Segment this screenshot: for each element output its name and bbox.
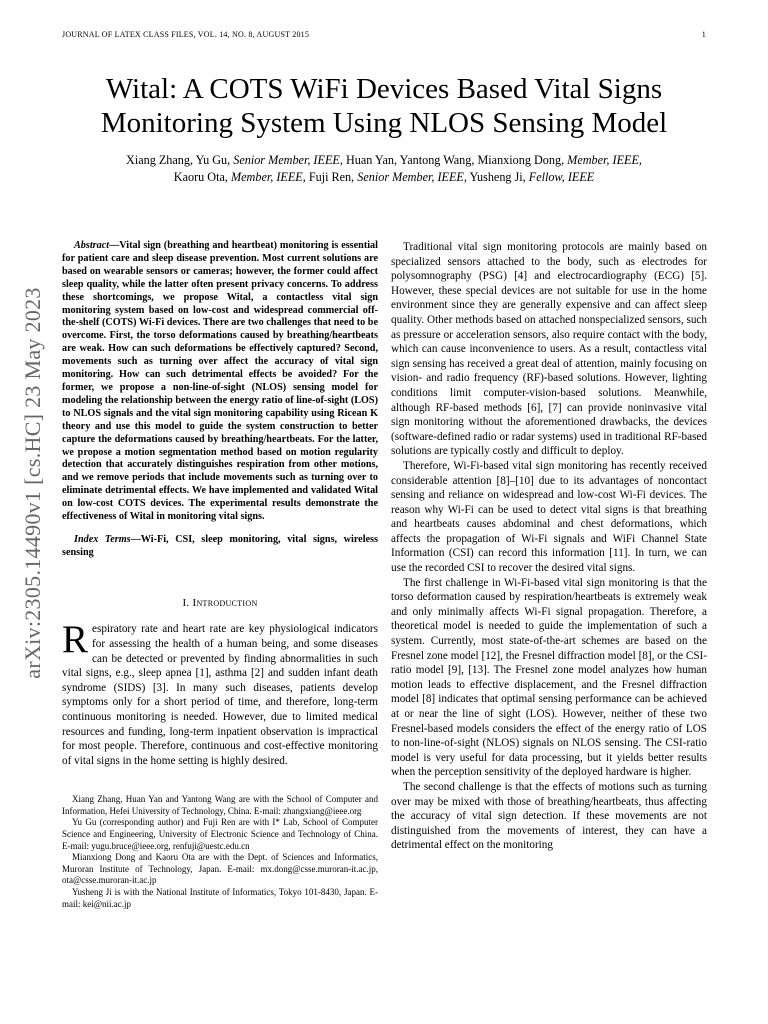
footnote: Yusheng Ji is with the National Institute of Informatics, Tokyo 101-8430, Japan. E-mail: kei@nii.ac.jp	[62, 887, 378, 909]
body-paragraph: The second challenge is that the effects of motions such as turning over may be mixed with those of breathing/heartbeats, thus affecting the accuracy of vital sign detection. If these movements are not distinguished from the movements of interest, they can have a detrimental effect on the monitoring	[391, 780, 707, 852]
running-header	[62, 30, 706, 39]
author-names: Yusheng Ji,	[469, 170, 526, 184]
page-number: 1	[701, 30, 706, 39]
author-affil: Member, IEEE,	[230, 170, 306, 184]
footnote: Xiang Zhang, Huan Yan and Yantong Wang are with the School of Computer and Information, Hefei University of Technology, China. E-mail: zhangxiang@ieee.org	[62, 794, 378, 816]
author-affil: Fellow, IEEE	[528, 170, 595, 184]
body-paragraph: Traditional vital sign monitoring protocols are mainly based on specialized sensors attached to the body, such as electrodes for polysomnography (PSG) [4] and electrocardiography (ECG) [5]. However, these special devices are not suitable for use in the home environment since they are generally expensive and can affect sleep quality. Other methods based on attached nonspecialized sensors, such as pressure or acceleration sensors, also require contact with the body, which can cause inconvenience to users. As a result, contactless vital sign sensing has received a great deal of attention, mainly focusing on vision- and radio frequency (RF)-based solutions. However, lighting conditions limit computer-vision-based solutions. Meanwhile, although RF-based methods [6], [7] can provide noninvasive vital sign monitoring without the aforementioned drawbacks, the devices (software-defined radio or radar systems) used in traditional RF-based solutions are typically costly and difficult to deploy.	[391, 241, 707, 458]
author-names: Fuji Ren,	[308, 170, 355, 184]
index-terms-label: Index Terms	[74, 533, 131, 545]
author-affil: Member, IEEE,	[567, 153, 642, 167]
right-column	[391, 240, 707, 853]
author-names: Kaoru Ota,	[173, 170, 228, 184]
arxiv-sidebar	[22, 263, 44, 703]
body-paragraph: The first challenge in Wi-Fi-based vital sign monitoring is that the torso deformation caused by respiration/heartbeats is extremely weak and only minimally affects Wi-Fi signal propagation. Therefore, a theoretical model is needed to guide the implementation of such a system. Currently, most state-of-the-art schemes are based on the Fresnel zone model [12], the Fresnel diffraction model [8], or the CSI-ratio model [9], [13]. The Fresnel zone model analyzes how human motion leads to effective displacement, and the Fresnel diffraction model [8] indicates that optimal sensing performance can be achieved at or near the line of sight (LOS). However, neither of these two Fresnel-based models considers the effect of the energy ratio of LOS to non-line-of-sight (NLOS) signals on NLOS sensing. The CSI-ratio model is very useful for data processing, but it yields better results when the perception sensitivity of the deployed hardware is higher.	[391, 576, 707, 779]
abstract	[62, 240, 378, 524]
author-affil: Senior Member, IEEE,	[233, 153, 343, 167]
intro-text: espiratory rate and heart rate are key physiological indicators for assessing the health of a human being, and some diseases can be detected or prevented by finding abnormalities in such vital signs, e.g., sleep apnea [1], asthma [2] and sudden infant death syndrome (SIDS) [3]. In many such diseases, patients develop symptoms only for a short period of time, and therefore, long-term continuous monitoring is needed. However, due to limited medical resources and funding, long-term inpatient observation is impractical for most people. Therefore, continuous and cost-effective monitoring of vital signs in the home setting is highly desired.	[62, 623, 378, 767]
intro-paragraph	[62, 618, 378, 768]
footnote: Mianxiong Dong and Kaoru Ota are with the Dept. of Sciences and Informatics, Muroran Institute of Technology, Japan. E-mail: mx.dong@csse.muroran-it.ac.jp, ota@csse.muroran-it.ac.jp	[62, 852, 378, 886]
author-affil: Senior Member, IEEE,	[357, 170, 467, 184]
body-paragraph: Therefore, Wi-Fi-based vital sign monitoring has recently received considerable attention [8]–[10] due to its advantages of noncontact sensing and reliance on widespread and low-cost Wi-Fi devices. The reason why Wi-Fi can be used to detect vital signs is that breathing and heartbeats causes abdominal and chest deformations, which affects the propagation of Wi-Fi signals and WiFi Channel State Information (CSI) can record this information [11]. In turn, we can use the recorded CSI to recover the desired vital signs.	[391, 459, 707, 575]
author-names: Huan Yan, Yantong Wang, Mianxiong Dong,	[345, 153, 565, 167]
index-terms	[62, 534, 378, 560]
drop-cap: R	[62, 618, 89, 662]
index-terms-text: —Wi-Fi, CSI, sleep monitoring, vital signs, wireless sensing	[62, 533, 378, 558]
footnotes	[62, 794, 378, 910]
journal-name: JOURNAL OF LATEX CLASS FILES, VOL. 14, NO. 8, AUGUST 2015	[62, 30, 310, 39]
arxiv-identifier: arXiv:2305.14490v1 [cs.HC] 23 May 2023	[20, 287, 45, 679]
footnote: Yu Gu (corresponding author) and Fuji Ren are with I* Lab, School of Computer Science and Engineering, University of Electronic Science and Technology of China. E-mail: yugu.bruce@ieee.org, renfuji@uestc.edu.cn	[62, 817, 378, 851]
author-names: Xiang Zhang, Yu Gu,	[126, 153, 231, 167]
abstract-label: Abstract	[74, 240, 110, 251]
author-list	[50, 152, 718, 186]
section-heading: I. Introduction	[182, 596, 258, 609]
paper-title: Wital: A COTS WiFi Devices Based Vital Signs Monitoring System Using NLOS Sensing Model	[100, 73, 668, 139]
abstract-text: —Vital sign (breathing and heartbeat) monitoring is essential for patient care and sleep disease prevention. Most current solutions are based on wearable sensors or cameras; however, the former could affect sleep quality, while the latter often present privacy concerns. To address these shortcomings, we propose Wital, a contactless vital sign monitoring system based on low-cost and widespread commercial off-the-shelf (COTS) Wi-Fi devices. There are two challenges that need to be overcome. First, the torso deformations caused by breathing/heartbeats are weak. How can such deformations be effectively captured? Second, movements such as turning over affect the accuracy of vital sign monitoring. How can such detrimental effects be avoided? For the former, we propose a non-line-of-sight (NLOS) sensing model for modeling the relationship between the energy ratio of line-of-sight (LOS) to NLOS signals and the vital sign monitoring capability using Ricean K theory and use this model to guide the system construction to better capture the deformations caused by breathing/heartbeats. For the latter, we propose a motion segmentation method based on motion regularity detection that accurately distinguishes respiration from other motions, and we remove periods that include movements such as turning over to eliminate detrimental effects. We have implemented and validated Wital on low-cost COTS devices. The experimental results demonstrate the effectiveness of Wital in monitoring vital signs.	[62, 240, 378, 523]
left-column	[62, 240, 378, 910]
